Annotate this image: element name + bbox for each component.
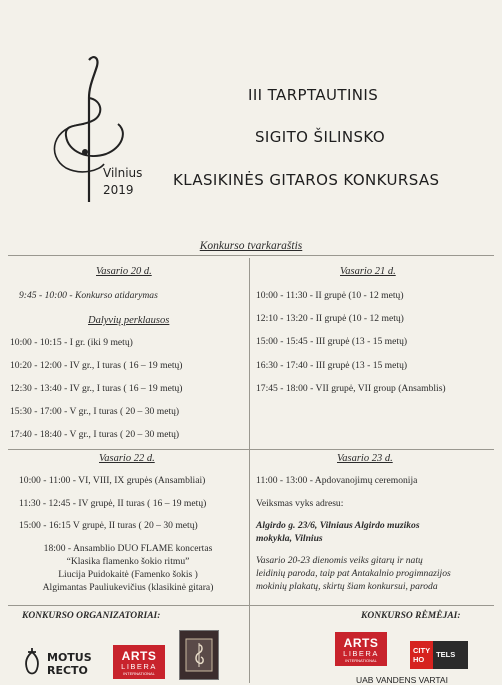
motus-word: MOTUS (47, 651, 92, 664)
day22-row: 11:30 - 12:45 - IV grupė, II turas ( 16 – 19 metų) (19, 498, 207, 509)
libera-word: LIBERA (121, 662, 157, 671)
title-line-2: SIGITO ŠILINSKO (255, 128, 386, 146)
day20-row: 17:40 - 18:40 - V gr., I turas ( 20 – 30 metų) (10, 429, 180, 440)
day21-row: 17:45 - 18:00 - VII grupė, VII group (Ansamblis) (256, 383, 446, 394)
day20-row: 15:30 - 17:00 - V gr., I turas ( 20 – 30 metų) (10, 406, 180, 417)
schedule-title: Konkurso tvarkaraštis (199, 240, 303, 252)
international-word: INTERNATIONAL (123, 671, 155, 676)
day23-heading: Vasario 23 d. (337, 453, 393, 464)
arts-libera-logo-organizer (113, 645, 165, 679)
exhibition-note: leidinių paroda, taip pat Antakalnio progimnazijos (256, 568, 451, 579)
arts-libera-logo-sponsor (335, 632, 387, 666)
day22-row: 10:00 - 11:00 - VI, VIII, IX grupės (Ansambliai) (19, 475, 206, 486)
organizers-heading: KONKURSO ORGANIZATORIAI: (22, 611, 161, 621)
grid-top-line (8, 255, 494, 256)
grid-mid-line (8, 449, 494, 450)
motus-recto-logo (47, 651, 92, 677)
grid-footer-line (8, 605, 494, 606)
address-line: Algirdo g. 23/6, Vilniaus Algirdo muzikos (256, 520, 420, 531)
day20-heading: Vasario 20 d. (96, 266, 152, 277)
concert-line: 18:00 - Ansamblio DUO FLAME koncertas (43, 543, 213, 554)
day21-row: 12:10 - 13:20 - II grupė (10 - 12 metų) (256, 313, 404, 324)
music-school-logo (179, 630, 219, 680)
day20-row: 10:00 - 10:15 - I gr. (iki 9 metų) (10, 337, 133, 348)
tels-word: TELS (436, 650, 456, 659)
libera-word: LIBERA (343, 649, 379, 658)
city-hotels-logo (410, 641, 468, 669)
day21-heading: Vasario 21 d. (340, 266, 396, 277)
logo-year: 2019 (103, 183, 134, 197)
uab-vandens-vartai: UAB VANDENS VARTAI (356, 675, 448, 685)
arts-word: ARTS (121, 649, 157, 663)
day21-row: 16:30 - 17:40 - III grupė (13 - 15 metų) (256, 360, 408, 371)
sponsors-heading: KONKURSO RĖMĖJAI: (361, 611, 461, 621)
music-note-icon (180, 631, 218, 679)
day21-row: 10:00 - 11:30 - II grupė (10 - 12 metų) (256, 290, 404, 301)
day21-row: 15:00 - 15:45 - III grupė (13 - 15 metų) (256, 336, 408, 347)
concert-line: Algimantas Pauliukevičius (klasikinė gitara) (42, 582, 214, 593)
exhibition-note: Vasario 20-23 dienomis veiks gitarų ir natų (256, 555, 423, 566)
day20-opening: 9:45 - 10:00 - Konkurso atidarymas (19, 290, 158, 301)
motus-recto-icon (22, 647, 42, 677)
day22-row: 15:00 - 16:15 V grupė, II turas ( 20 – 30 metų) (19, 520, 198, 531)
ceremony-row: 11:00 - 13:00 - Apdovanojimų ceremonija (256, 475, 418, 486)
day20-subheading: Dalyvių perklausos (88, 315, 170, 326)
logo-city: Vilnius (103, 166, 143, 180)
day20-row: 10:20 - 12:00 - IV gr., I turas ( 16 – 19 metų) (10, 360, 183, 371)
concert-line: “Klasika flamenko šokio ritmu” (66, 556, 190, 567)
exhibition-note: mokinių plakatų, skirtų šiam konkursui, paroda (256, 581, 438, 592)
city-word: CITY (413, 646, 431, 655)
international-word: INTERNATIONAL (345, 658, 377, 663)
day20-row: 12:30 - 13:40 - IV gr., I turas ( 16 – 19 metų) (10, 383, 183, 394)
grid-center-line (249, 258, 250, 683)
recto-word: RECTO (47, 664, 88, 677)
title-line-3: KLASIKINĖS GITAROS KONKURSAS (173, 171, 440, 189)
concert-line: Liucija Puidokaitė (Famenko šokis ) (58, 569, 198, 580)
day22-heading: Vasario 22 d. (99, 453, 155, 464)
ho-word: HO (413, 655, 425, 664)
address-line: mokykla, Vilnius (256, 533, 323, 544)
title-line-1: III TARPTAUTINIS (248, 86, 379, 104)
arts-word: ARTS (343, 636, 379, 650)
venue-label: Veiksmas vyks adresu: (256, 498, 344, 509)
